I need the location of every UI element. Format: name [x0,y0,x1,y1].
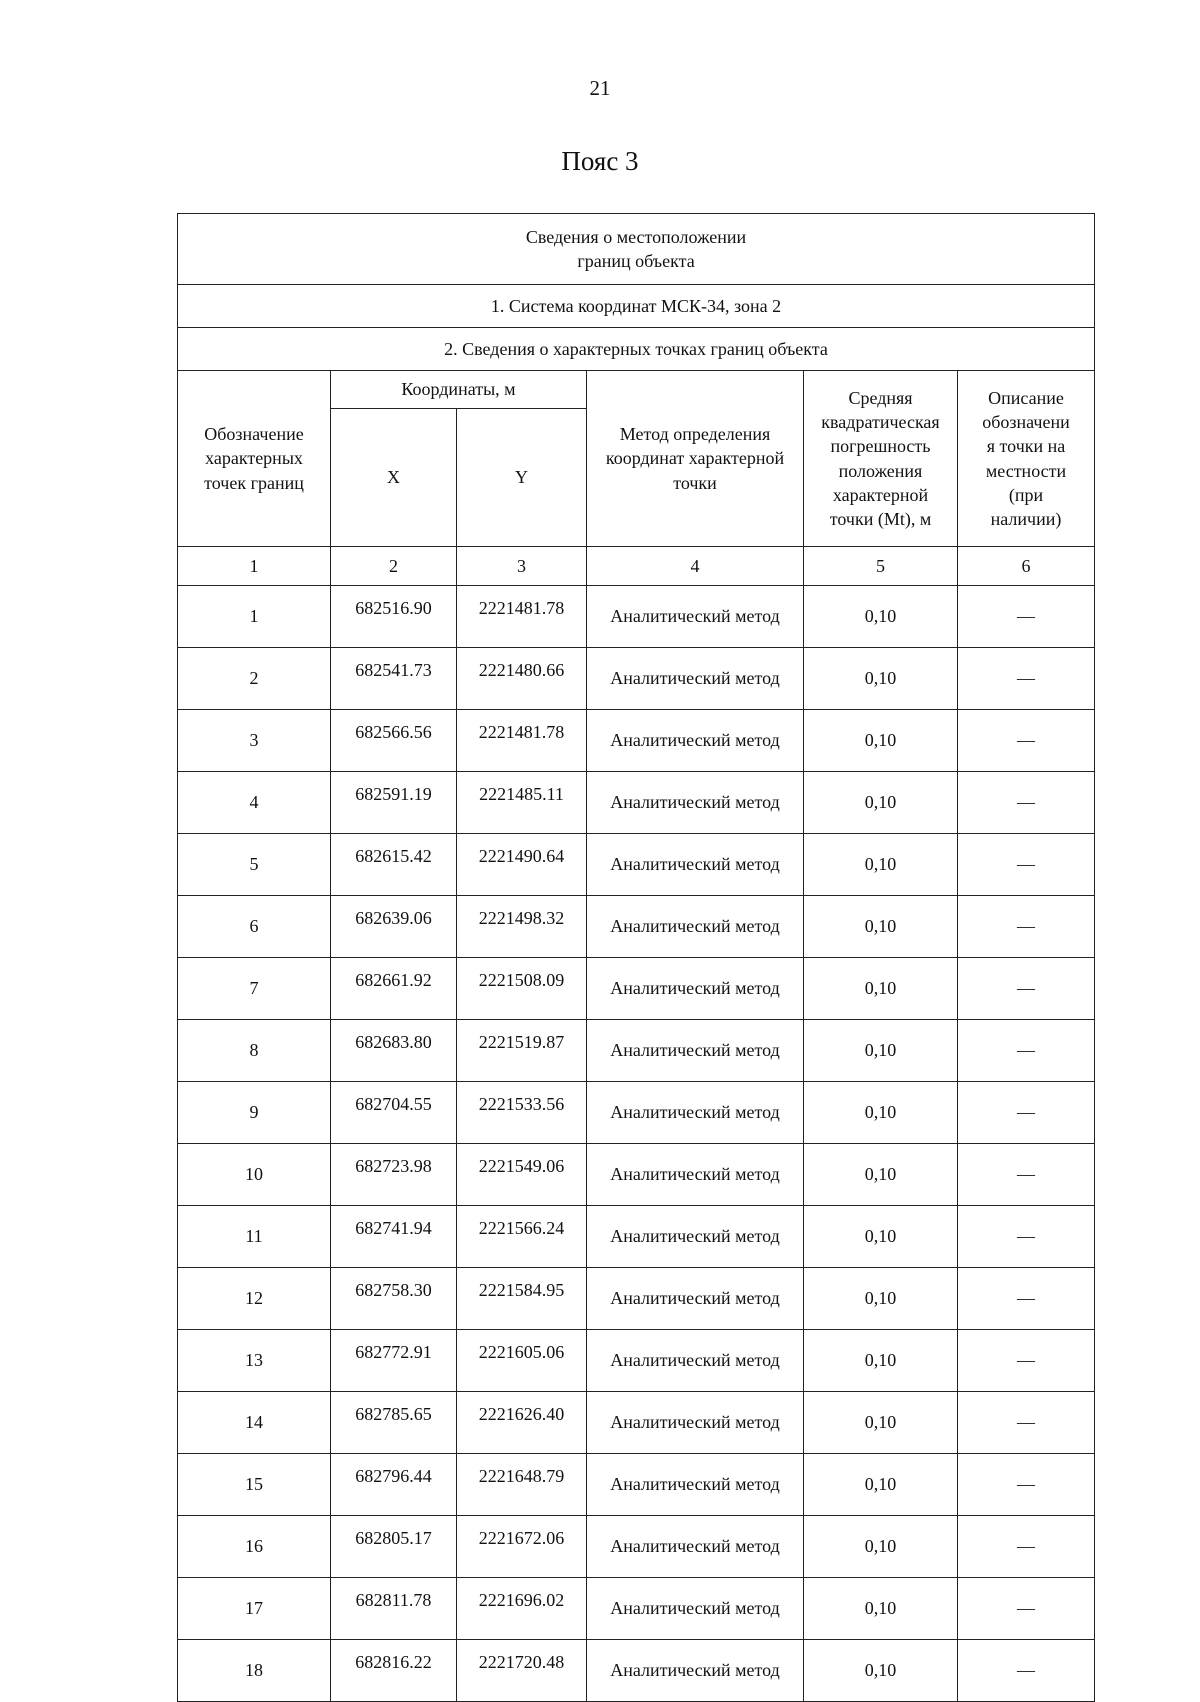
description-cell: — [958,772,1095,834]
method-cell: Аналитический метод [587,1144,804,1206]
description-cell: — [958,1082,1095,1144]
table-row [178,772,1095,834]
table-row [178,1516,1095,1578]
method-cell: Аналитический метод [587,648,804,710]
header-y: Y [457,409,587,547]
coord-y-cell: 2221508.09 [457,958,587,1020]
table-title-line-2: границ объекта [577,251,695,271]
mean-error-cell: 0,10 [804,1640,958,1702]
mean-error-cell: 0,10 [804,710,958,772]
coord-x-cell: 682785.65 [331,1392,457,1454]
point-number-cell: 9 [178,1082,331,1144]
method-cell: Аналитический метод [587,1640,804,1702]
column-number-3: 3 [457,547,587,586]
header-x: X [331,409,457,547]
description-cell: — [958,1206,1095,1268]
mean-error-cell: 0,10 [804,1206,958,1268]
method-cell: Аналитический метод [587,772,804,834]
header-method [587,371,804,547]
header-error-line-6: точки (Mt), м [829,509,932,530]
description-cell: — [958,648,1095,710]
header-error-line-1: Средняя [848,387,913,408]
zone-title: Пояс 3 [561,146,639,176]
table-row [178,710,1095,772]
column-number-6: 6 [958,547,1095,586]
mean-error-cell: 0,10 [804,1020,958,1082]
method-cell: Аналитический метод [587,586,804,648]
page-number: 21 [589,76,611,100]
mean-error-cell: 0,10 [804,1516,958,1578]
table-row [178,1454,1095,1516]
description-cell: — [958,1020,1095,1082]
header-description-line-5: (при [1008,484,1044,505]
coord-y-cell: 2221485.11 [457,772,587,834]
points-caption: 2. Сведения о характерных точках границ объекта [178,328,1095,371]
method-cell: Аналитический метод [587,896,804,958]
header-error-line-3: погрешность [830,436,931,457]
column-number-1: 1 [178,547,331,586]
table-title-line-1: Сведения о местоположении [525,226,747,247]
description-cell: — [958,1268,1095,1330]
method-cell: Аналитический метод [587,1578,804,1640]
header-description-line-1: Описание [988,387,1064,408]
column-number-5: 5 [804,547,958,586]
coord-y-cell: 2221626.40 [457,1392,587,1454]
header-description-line-6: наличии) [990,509,1062,530]
description-cell: — [958,1454,1095,1516]
point-number-cell: 2 [178,648,331,710]
description-cell: — [958,834,1095,896]
table-row [178,1268,1095,1330]
coord-y-cell: 2221480.66 [457,648,587,710]
table-row [178,958,1095,1020]
description-cell: — [958,1516,1095,1578]
method-cell: Аналитический метод [587,1020,804,1082]
mean-error-cell: 0,10 [804,1144,958,1206]
table-row [178,1020,1095,1082]
coord-x-cell: 682723.98 [331,1144,457,1206]
coord-y-cell: 2221584.95 [457,1268,587,1330]
point-number-cell: 12 [178,1268,331,1330]
mean-error-cell: 0,10 [804,896,958,958]
coord-x-cell: 682772.91 [331,1330,457,1392]
table-row [178,1206,1095,1268]
method-cell: Аналитический метод [587,834,804,896]
coord-y-cell: 2221720.48 [457,1640,587,1702]
header-error-line-5: характерной [832,484,929,505]
method-cell: Аналитический метод [587,1082,804,1144]
method-cell: Аналитический метод [587,1392,804,1454]
description-cell: — [958,1330,1095,1392]
header-designation [178,371,331,547]
point-number-cell: 4 [178,772,331,834]
boundary-points-table [177,213,1095,1702]
coord-x-cell: 682704.55 [331,1082,457,1144]
point-number-cell: 10 [178,1144,331,1206]
table-row [178,834,1095,896]
coord-x-cell: 682796.44 [331,1454,457,1516]
point-number-cell: 13 [178,1330,331,1392]
coordinate-system: 1. Система координат МСК-34, зона 2 [178,285,1095,328]
mean-error-cell: 0,10 [804,1454,958,1516]
point-number-cell: 8 [178,1020,331,1082]
coord-x-cell: 682758.30 [331,1268,457,1330]
header-designation-line-2: характерных [205,448,303,469]
table-row [178,648,1095,710]
mean-error-cell: 0,10 [804,772,958,834]
point-number-cell: 11 [178,1206,331,1268]
header-coordinates: Координаты, м [331,371,587,409]
header-method-line-2: координат характерной [605,448,785,469]
point-number-cell: 3 [178,710,331,772]
coord-x-cell: 682591.19 [331,772,457,834]
coord-y-cell: 2221481.78 [457,710,587,772]
mean-error-cell: 0,10 [804,958,958,1020]
header-description-line-2: обозначени [982,411,1070,432]
coord-x-cell: 682639.06 [331,896,457,958]
coord-x-cell: 682811.78 [331,1578,457,1640]
description-cell: — [958,586,1095,648]
table-row [178,1144,1095,1206]
description-cell: — [958,896,1095,958]
coord-x-cell: 682816.22 [331,1640,457,1702]
header-designation-line-1: Обозначение [204,424,304,445]
header-description-line-4: местности [985,460,1067,481]
method-cell: Аналитический метод [587,1516,804,1578]
coord-y-cell: 2221519.87 [457,1020,587,1082]
table-row [178,1578,1095,1640]
table-row [178,1640,1095,1702]
coord-y-cell: 2221566.24 [457,1206,587,1268]
mean-error-cell: 0,10 [804,1268,958,1330]
method-cell: Аналитический метод [587,1330,804,1392]
table-row [178,586,1095,648]
header-designation-line-3: точек границ [204,472,304,493]
coord-y-cell: 2221533.56 [457,1082,587,1144]
column-number-2: 2 [331,547,457,586]
description-cell: — [958,1578,1095,1640]
point-number-cell: 18 [178,1640,331,1702]
mean-error-cell: 0,10 [804,1392,958,1454]
point-number-cell: 15 [178,1454,331,1516]
point-number-cell: 7 [178,958,331,1020]
mean-error-cell: 0,10 [804,586,958,648]
coord-y-cell: 2221672.06 [457,1516,587,1578]
coord-x-cell: 682661.92 [331,958,457,1020]
point-number-cell: 6 [178,896,331,958]
point-number-cell: 14 [178,1392,331,1454]
coord-y-cell: 2221481.78 [457,586,587,648]
coord-x-cell: 682741.94 [331,1206,457,1268]
method-cell: Аналитический метод [587,1454,804,1516]
column-number-4: 4 [587,547,804,586]
mean-error-cell: 0,10 [804,648,958,710]
description-cell: — [958,710,1095,772]
header-method-line-3: точки [673,472,717,493]
description-cell: — [958,958,1095,1020]
coord-y-cell: 2221498.32 [457,896,587,958]
table-row [178,1330,1095,1392]
description-cell: — [958,1640,1095,1702]
description-cell: — [958,1392,1095,1454]
method-cell: Аналитический метод [587,710,804,772]
header-description-line-3: я точки на [986,436,1066,457]
point-number-cell: 17 [178,1578,331,1640]
coord-x-cell: 682566.56 [331,710,457,772]
header-error [804,371,958,547]
coord-y-cell: 2221490.64 [457,834,587,896]
point-number-cell: 16 [178,1516,331,1578]
coord-x-cell: 682615.42 [331,834,457,896]
mean-error-cell: 0,10 [804,834,958,896]
point-number-cell: 5 [178,834,331,896]
mean-error-cell: 0,10 [804,1330,958,1392]
mean-error-cell: 0,10 [804,1082,958,1144]
table-title [178,214,1095,285]
header-method-line-1: Метод определения [619,424,771,445]
mean-error-cell: 0,10 [804,1578,958,1640]
coord-y-cell: 2221648.79 [457,1454,587,1516]
method-cell: Аналитический метод [587,958,804,1020]
method-cell: Аналитический метод [587,1268,804,1330]
header-error-line-4: положения [838,460,923,481]
coord-x-cell: 682516.90 [331,586,457,648]
coord-x-cell: 682541.73 [331,648,457,710]
table-row [178,1392,1095,1454]
description-cell: — [958,1144,1095,1206]
table-row [178,896,1095,958]
coord-x-cell: 682805.17 [331,1516,457,1578]
table-row [178,1082,1095,1144]
point-number-cell: 1 [178,586,331,648]
coord-x-cell: 682683.80 [331,1020,457,1082]
header-description [958,371,1095,547]
coord-y-cell: 2221605.06 [457,1330,587,1392]
coord-y-cell: 2221549.06 [457,1144,587,1206]
header-error-line-2: квадратическая [821,411,940,432]
coord-y-cell: 2221696.02 [457,1578,587,1640]
method-cell: Аналитический метод [587,1206,804,1268]
